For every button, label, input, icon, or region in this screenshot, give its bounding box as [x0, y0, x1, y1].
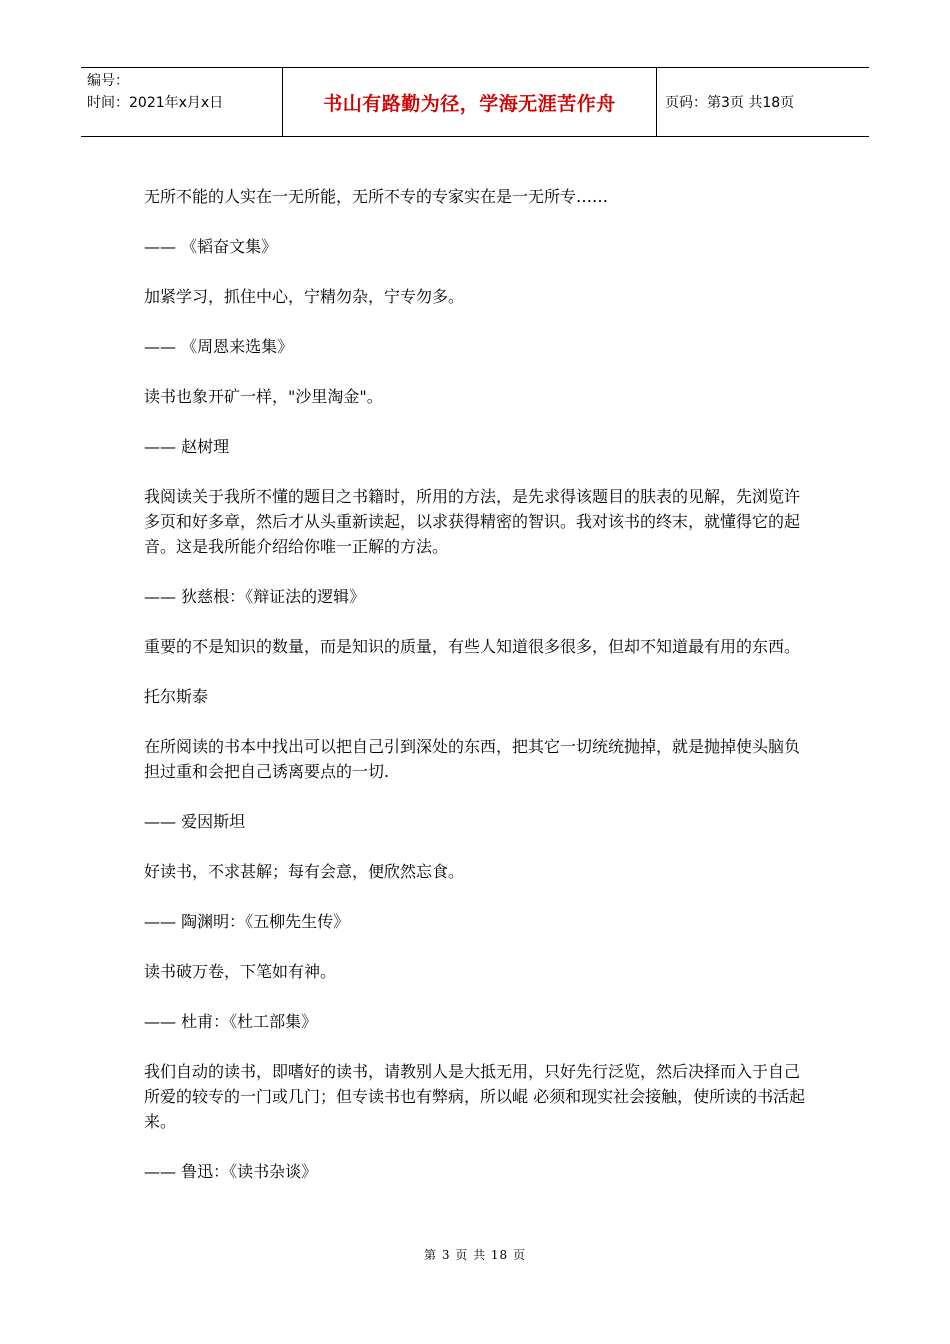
quote-source: —— 鲁迅：《读书杂谈》 — [144, 1162, 318, 1181]
number-label: 编号： — [87, 73, 129, 89]
page-footer: 第 3 页 共 18 页 — [424, 1248, 526, 1262]
quote-source: —— 爱因斯坦 — [144, 812, 246, 831]
quote-source: —— 《韬奋文集》 — [144, 237, 278, 256]
quote-paragraph: 好读书，不求甚解；每有会意，便欣然忘食。 — [144, 862, 465, 881]
time-label: 时间：2021年x月x日 — [87, 95, 224, 111]
quote-paragraph: 我们自动的读书，即嗜好的读书，请教别人是大抵无用，只好先行泛览，然后决择而入于自己所爱的较专的一门或几门；但专读书也有弊病，所以崐 必须和现实社会接触，使所读的书活起来。 — [144, 1062, 806, 1131]
quote-paragraph: 读书也象开矿一样，"沙里淘金"。 — [144, 387, 383, 406]
header-page-info: 页码：第3页 共18页 — [665, 95, 795, 111]
document-body — [144, 184, 810, 1209]
header-motto: 书山有路勤为径，学海无涯苦作舟 — [283, 68, 657, 136]
quote-paragraph: 我阅读关于我所不懂的题目之书籍时，所用的方法，是先求得该题目的肤表的见解，先浏览许多页和好多章，然后才从头重新读起，以求获得精密的智识。我对该书的终末，就懂得它的起音。这是我所能介绍给你唯一正解的方法。 — [144, 487, 801, 556]
quote-source: —— 赵树理 — [144, 437, 230, 456]
quote-paragraph: 在所阅读的书本中找出可以把自己引到深处的东西，把其它一切统统抛掉，就是抛掉使头脑负担过重和会把自己诱离要点的一切. — [144, 737, 801, 781]
quote-source: 托尔斯泰 — [144, 687, 209, 706]
quote-source: —— 杜甫：《杜工部集》 — [144, 1012, 318, 1031]
quote-paragraph: 无所不能的人实在一无所能，无所不专的专家实在是一无所专…… — [144, 187, 609, 206]
quote-source: —— 狄慈根：《辩证法的逻辑》 — [144, 587, 366, 606]
quote-source: —— 《周恩来选集》 — [144, 337, 294, 356]
page-header — [81, 67, 869, 137]
quote-source: —— 陶渊明：《五柳先生传》 — [144, 912, 350, 931]
quote-paragraph: 重要的不是知识的数量，而是知识的质量，有些人知道很多很多，但却不知道最有用的东西。 — [144, 637, 801, 656]
quote-paragraph: 读书破万卷，下笔如有神。 — [144, 962, 337, 981]
header-meta — [81, 68, 283, 136]
quote-paragraph: 加紧学习，抓住中心，宁精勿杂，宁专勿多。 — [144, 287, 465, 306]
